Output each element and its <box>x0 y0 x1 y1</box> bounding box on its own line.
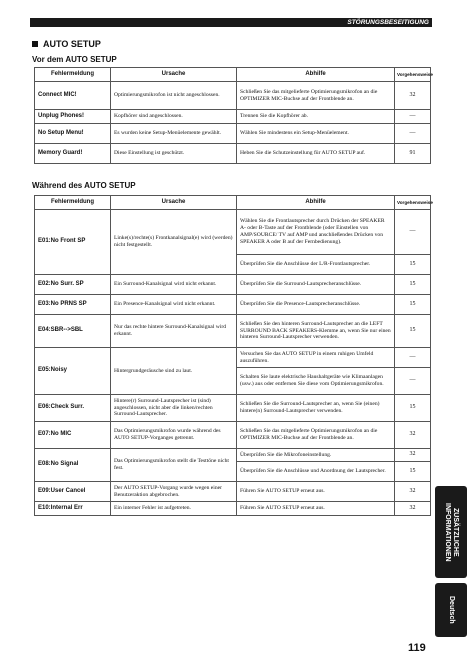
error-message: Memory Guard! <box>35 144 111 164</box>
cause-cell: Ein Surround-Kanalsignal wird nicht erkannt. <box>111 275 237 295</box>
page-ref-cell: 15 <box>395 255 431 275</box>
tab-label-line1: ZUSÄTZLICHE <box>452 507 460 557</box>
page-ref-cell: — <box>395 124 431 144</box>
error-message: E02:No Surr. SP <box>35 275 111 295</box>
cause-cell: Optimierungsmikrofon ist nicht angeschlossen. <box>111 82 237 110</box>
cause-cell: Hintergrundgeräusche sind zu laut. <box>111 348 237 395</box>
table-row <box>35 315 431 348</box>
remedy-cell: Überprüfen Sie die Surround-Lautsprecheranschlüsse. <box>237 275 395 295</box>
error-message: E09:User Cancel <box>35 482 111 502</box>
cause-cell: Kopfhörer sind angeschlossen. <box>111 110 237 124</box>
error-message: E03:No PRNS SP <box>35 295 111 315</box>
remedy-cell: Überprüfen Sie die Anschlüsse der L/R-Frontlautsprecher. <box>237 255 395 275</box>
col-header-procedure: Vorgehensweise <box>395 196 431 210</box>
page-ref-cell: — <box>395 348 431 368</box>
error-message: E07:No MIC <box>35 422 111 449</box>
page-ref-cell: 32 <box>395 82 431 110</box>
page-title-text: AUTO SETUP <box>43 39 101 49</box>
page-ref-cell: — <box>395 368 431 395</box>
table-row <box>35 482 431 502</box>
remedy-cell: Heben Sie die Schutzeinstellung für AUTO SETUP auf. <box>237 144 395 164</box>
page-title <box>32 39 101 49</box>
error-message: E08:No Signal <box>35 449 111 482</box>
page-number: 119 <box>408 642 426 654</box>
col-header-procedure: Vorgehensweise <box>395 68 431 82</box>
square-bullet-icon <box>32 41 38 47</box>
col-header-cause: Ursache <box>111 68 237 82</box>
remedy-cell: Wählen Sie die Frontlautsprecher durch Drücken der SPEAKER A- oder B-Taste auf der Frontblende (oder Einstellen von AMP/SOURCE/ TV auf AMP und anschließendes Drücken von SPEAKER A oder B auf der Fernbedienung). <box>237 210 395 255</box>
remedy-cell: Versuchen Sie das AUTO SETUP in einem ruhigen Umfeld auszuführen. <box>237 348 395 368</box>
during-setup-table <box>34 195 433 516</box>
page-ref-cell: 15 <box>395 315 431 348</box>
table-row <box>35 395 431 422</box>
remedy-cell: Schließen Sie das mitgelieferte Optimierungsmikrofon an die OPTIMIZER MIC-Buchse auf der Frontblende an. <box>237 422 395 449</box>
table-row <box>35 295 431 315</box>
cause-cell: Nur das rechte hintere Surround-Kanalsignal wird erkannt. <box>111 315 237 348</box>
error-message: E06:Check Surr. <box>35 395 111 422</box>
remedy-cell: Überprüfen Sie die Mikrofoneinstellung. <box>237 449 395 462</box>
error-message: E10:Internal Err <box>35 502 111 516</box>
remedy-cell: Schließen Sie den hinteren Surround-Lautsprecher an die LEFT SURROUND BACK SPEAKERS-Klemme an, wenn Sie nur einen hinteren Surround-Lautsprecher verwenden. <box>237 315 395 348</box>
during-setup-heading: Während des AUTO SETUP <box>32 181 136 190</box>
remedy-cell: Wählen Sie mindestens ein Setup-Menüelement. <box>237 124 395 144</box>
col-header-error: Fehlermeldung <box>35 68 111 82</box>
table-row <box>35 82 431 110</box>
table-row <box>35 275 431 295</box>
table-row <box>35 124 431 144</box>
table-row <box>35 422 431 449</box>
col-header-error: Fehlermeldung <box>35 196 111 210</box>
table-row <box>35 110 431 124</box>
table-row <box>35 210 431 255</box>
error-message: E05:Noisy <box>35 348 111 395</box>
page-ref-cell: 15 <box>395 462 431 482</box>
page-ref-cell: 32 <box>395 422 431 449</box>
page-ref-cell: — <box>395 110 431 124</box>
before-setup-heading: Vor dem AUTO SETUP <box>32 55 117 64</box>
remedy-cell: Überprüfen Sie die Presence-Lautsprecheranschlüsse. <box>237 295 395 315</box>
tab-label-line2: INFORMATIONEN <box>444 502 451 562</box>
section-header-bar: STÖRUNGSBESEITIGUNG <box>30 18 432 27</box>
col-header-cause: Ursache <box>111 196 237 210</box>
remedy-cell: Schalten Sie laute elektrische Haushaltgeräte wie Klimaanlagen (usw.) aus oder entfernen Sie diese vom Optimierungsmikrofon. <box>237 368 395 395</box>
tab-language-deutsch[interactable] <box>435 583 467 637</box>
cause-cell: Ein Presence-Kanalsignal wird nicht erkannt. <box>111 295 237 315</box>
cause-cell: Ein interner Fehler ist aufgetreten. <box>111 502 237 516</box>
page-ref-cell: 32 <box>395 502 431 516</box>
remedy-cell: Führen Sie AUTO SETUP erneut aus. <box>237 502 395 516</box>
remedy-cell: Trennen Sie die Kopfhörer ab. <box>237 110 395 124</box>
table-row <box>35 144 431 164</box>
tab-language-label: Deutsch <box>448 596 456 624</box>
error-message: No Setup Menu! <box>35 124 111 144</box>
error-message: Connect MIC! <box>35 82 111 110</box>
page-ref-cell: — <box>395 210 431 255</box>
remedy-cell: Überprüfen Sie die Anschlüsse und Anordnung der Lautsprecher. <box>237 462 395 482</box>
table-row <box>35 348 431 368</box>
table-row <box>35 502 431 516</box>
error-message: E01:No Front SP <box>35 210 111 275</box>
col-header-remedy: Abhilfe <box>237 68 395 82</box>
remedy-cell: Schließen Sie die Surround-Lautsprecher an, wenn Sie (einen) hintere(n) Surround-Lautsprecher verwenden. <box>237 395 395 422</box>
table-header-row <box>35 68 431 82</box>
page-ref-cell: 15 <box>395 395 431 422</box>
before-setup-table <box>34 67 433 164</box>
cause-cell: Hintere(r) Surround-Lautsprecher ist (sind) angeschlossen, nicht aber die linken/rechten Surround-Lautsprecher. <box>111 395 237 422</box>
cause-cell: Diese Einstellung ist geschützt. <box>111 144 237 164</box>
cause-cell: Das Optimierungsmikrofon stellt die Testtöne nicht fest. <box>111 449 237 482</box>
page-ref-cell: 91 <box>395 144 431 164</box>
cause-cell: Linke(s)/rechte(s) Frontkanalsignal(e) wird (werden) nicht festgestellt. <box>111 210 237 275</box>
page-ref-cell: 15 <box>395 275 431 295</box>
page-ref-cell: 32 <box>395 482 431 502</box>
cause-cell: Der AUTO SETUP-Vorgang wurde wegen einer Benutzeraktion abgebrochen. <box>111 482 237 502</box>
cause-cell: Es wurden keine Setup-Menüelemente gewählt. <box>111 124 237 144</box>
error-message: E04:SBR-->SBL <box>35 315 111 348</box>
error-message: Unplug Phones! <box>35 110 111 124</box>
table-header-row <box>35 196 431 210</box>
tab-additional-information-label <box>443 503 459 562</box>
page-ref-cell: 15 <box>395 295 431 315</box>
cause-cell: Das Optimierungsmikrofon wurde während des AUTO SETUP-Vorganges getrennt. <box>111 422 237 449</box>
table-row <box>35 449 431 462</box>
tab-additional-information[interactable] <box>435 486 467 578</box>
remedy-cell: Schließen Sie das mitgelieferte Optimierungsmikrofon an die OPTIMIZER MIC-Buchse auf der Frontblende an. <box>237 82 395 110</box>
col-header-remedy: Abhilfe <box>237 196 395 210</box>
page-ref-cell: 32 <box>395 449 431 462</box>
remedy-cell: Führen Sie AUTO SETUP erneut aus. <box>237 482 395 502</box>
